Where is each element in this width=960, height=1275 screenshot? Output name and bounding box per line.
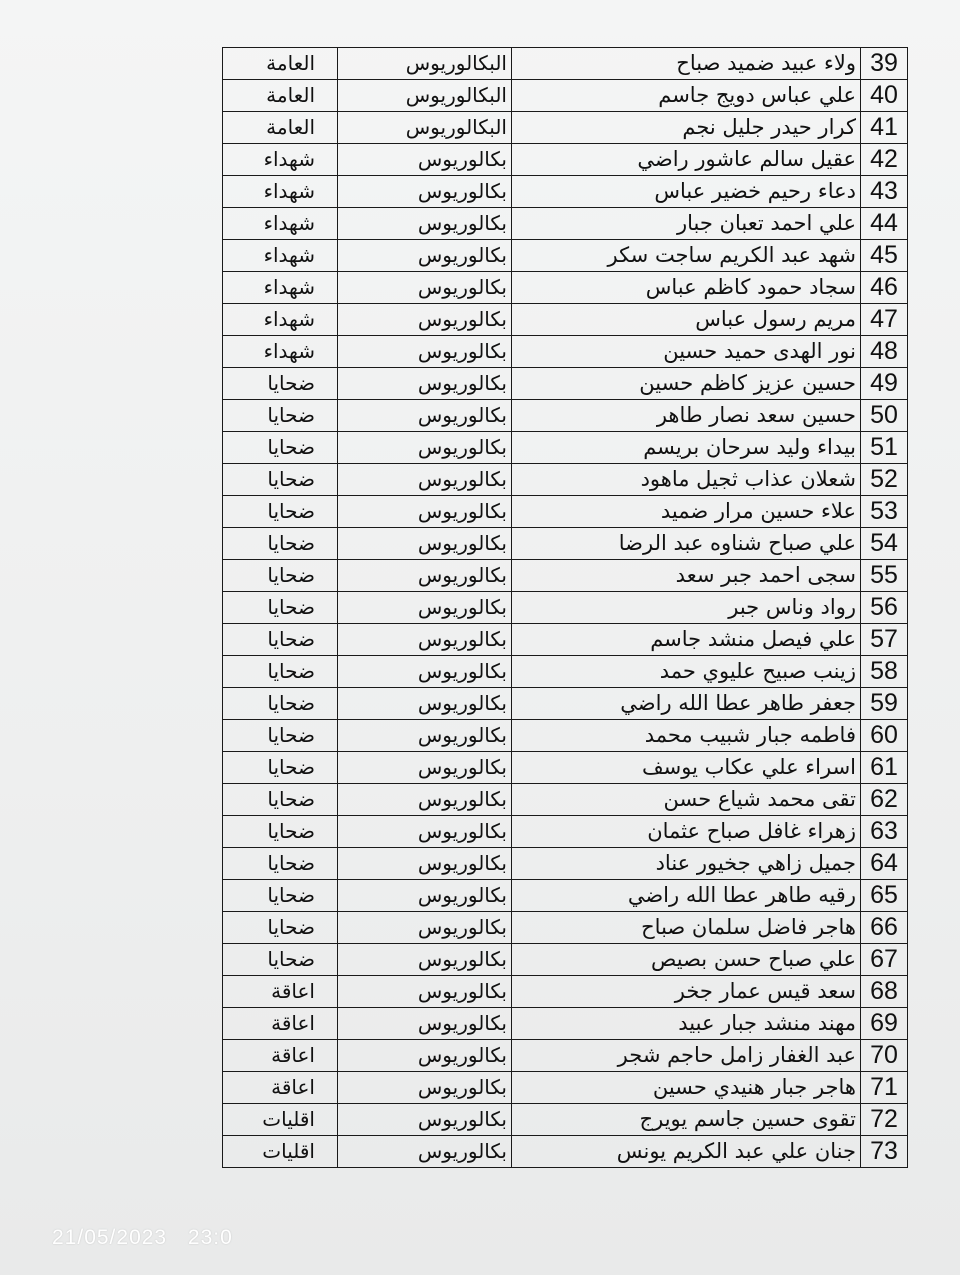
row-number-cell: 67 — [861, 944, 908, 976]
name-cell: حسين سعد نصار طاهر — [512, 400, 861, 432]
degree-cell: بكالوريوس — [338, 624, 512, 656]
table-row — [223, 272, 908, 304]
degree-cell: بكالوريوس — [338, 1040, 512, 1072]
name-cell: دعاء رحيم خضير عباس — [512, 176, 861, 208]
row-number-cell: 64 — [861, 848, 908, 880]
table-row — [223, 304, 908, 336]
degree-cell: بكالوريوس — [338, 560, 512, 592]
candidates-table-body — [223, 48, 908, 1168]
table-row — [223, 240, 908, 272]
row-number-cell: 65 — [861, 880, 908, 912]
candidates-table — [222, 47, 908, 1168]
degree-cell: بكالوريوس — [338, 1104, 512, 1136]
category-cell: ضحايا — [223, 496, 338, 528]
name-cell: اسراء علي عكاب يوسف — [512, 752, 861, 784]
degree-cell: بكالوريوس — [338, 880, 512, 912]
category-cell: ضحايا — [223, 368, 338, 400]
row-number-cell: 69 — [861, 1008, 908, 1040]
name-cell: رواد وناس جبر — [512, 592, 861, 624]
photo-timestamp: 21/05/2023 23:0 — [52, 1226, 233, 1249]
table-row — [223, 816, 908, 848]
name-cell: مهند منشد جبار عبيد — [512, 1008, 861, 1040]
name-cell: مريم رسول عباس — [512, 304, 861, 336]
row-number-cell: 41 — [861, 112, 908, 144]
category-cell: ضحايا — [223, 656, 338, 688]
name-cell: عقيل سالم عاشور راضي — [512, 144, 861, 176]
row-number-cell: 60 — [861, 720, 908, 752]
degree-cell: بكالوريوس — [338, 944, 512, 976]
category-cell: ضحايا — [223, 400, 338, 432]
name-cell: علي احمد تعبان جبار — [512, 208, 861, 240]
category-cell: اعاقة — [223, 1040, 338, 1072]
degree-cell: بكالوريوس — [338, 592, 512, 624]
degree-cell: بكالوريوس — [338, 336, 512, 368]
degree-cell: بكالوريوس — [338, 688, 512, 720]
row-number-cell: 58 — [861, 656, 908, 688]
row-number-cell: 42 — [861, 144, 908, 176]
category-cell: شهداء — [223, 304, 338, 336]
category-cell: ضحايا — [223, 528, 338, 560]
table-row — [223, 464, 908, 496]
table-row — [223, 112, 908, 144]
name-cell: عبد الغفار زامل حاجم شجر — [512, 1040, 861, 1072]
name-cell: بيداء وليد سرحان بريسم — [512, 432, 861, 464]
row-number-cell: 63 — [861, 816, 908, 848]
row-number-cell: 71 — [861, 1072, 908, 1104]
category-cell: العامة — [223, 80, 338, 112]
degree-cell: بكالوريوس — [338, 208, 512, 240]
row-number-cell: 54 — [861, 528, 908, 560]
table-row — [223, 944, 908, 976]
category-cell: شهداء — [223, 336, 338, 368]
degree-cell: بكالوريوس — [338, 528, 512, 560]
name-cell: سعد قيس عمار جخر — [512, 976, 861, 1008]
table-row — [223, 368, 908, 400]
row-number-cell: 62 — [861, 784, 908, 816]
category-cell: اقليات — [223, 1136, 338, 1168]
table-row — [223, 880, 908, 912]
degree-cell: بكالوريوس — [338, 752, 512, 784]
degree-cell: بكالوريوس — [338, 848, 512, 880]
category-cell: شهداء — [223, 176, 338, 208]
row-number-cell: 66 — [861, 912, 908, 944]
degree-cell: بكالوريوس — [338, 816, 512, 848]
table-row — [223, 496, 908, 528]
degree-cell: بكالوريوس — [338, 144, 512, 176]
table-row — [223, 560, 908, 592]
table-row — [223, 688, 908, 720]
name-cell: جنان علي عبد الكريم يونس — [512, 1136, 861, 1168]
degree-cell: بكالوريوس — [338, 464, 512, 496]
degree-cell: البكالوريوس — [338, 80, 512, 112]
degree-cell: بكالوريوس — [338, 720, 512, 752]
degree-cell: بكالوريوس — [338, 976, 512, 1008]
table-row — [223, 912, 908, 944]
table-row — [223, 1136, 908, 1168]
category-cell: اعاقة — [223, 1072, 338, 1104]
name-cell: ولاء عبيد ضميد صباح — [512, 48, 861, 80]
category-cell: ضحايا — [223, 624, 338, 656]
row-number-cell: 39 — [861, 48, 908, 80]
row-number-cell: 59 — [861, 688, 908, 720]
table-row — [223, 656, 908, 688]
name-cell: علي صباح شناوه عبد الرضا — [512, 528, 861, 560]
table-row — [223, 48, 908, 80]
degree-cell: بكالوريوس — [338, 656, 512, 688]
name-cell: علي عباس دويج جاسم — [512, 80, 861, 112]
degree-cell: بكالوريوس — [338, 784, 512, 816]
row-number-cell: 68 — [861, 976, 908, 1008]
name-cell: هاجر فاضل سلمان صباح — [512, 912, 861, 944]
name-cell: علي صباح حسن بصيص — [512, 944, 861, 976]
category-cell: ضحايا — [223, 880, 338, 912]
degree-cell: بكالوريوس — [338, 1136, 512, 1168]
category-cell: ضحايا — [223, 464, 338, 496]
table-row — [223, 1040, 908, 1072]
degree-cell: بكالوريوس — [338, 304, 512, 336]
table-row — [223, 80, 908, 112]
row-number-cell: 70 — [861, 1040, 908, 1072]
category-cell: ضحايا — [223, 592, 338, 624]
table-row — [223, 208, 908, 240]
category-cell: ضحايا — [223, 560, 338, 592]
degree-cell: بكالوريوس — [338, 1008, 512, 1040]
name-cell: تقوى حسين جاسم يويرج — [512, 1104, 861, 1136]
row-number-cell: 45 — [861, 240, 908, 272]
category-cell: ضحايا — [223, 784, 338, 816]
category-cell: العامة — [223, 48, 338, 80]
category-cell: ضحايا — [223, 912, 338, 944]
degree-cell: بكالوريوس — [338, 432, 512, 464]
name-cell: رقيه طاهر عطا الله راضي — [512, 880, 861, 912]
row-number-cell: 40 — [861, 80, 908, 112]
name-cell: كرار حيدر جليل نجم — [512, 112, 861, 144]
name-cell: شعلان عذاب ثجيل ماهود — [512, 464, 861, 496]
degree-cell: بكالوريوس — [338, 1072, 512, 1104]
table-row — [223, 720, 908, 752]
name-cell: زهراء غافل صباح عثمان — [512, 816, 861, 848]
category-cell: شهداء — [223, 272, 338, 304]
table-row — [223, 784, 908, 816]
name-cell: هاجر جبار هنيدي حسين — [512, 1072, 861, 1104]
category-cell: ضحايا — [223, 816, 338, 848]
name-cell: تقى محمد شياع حسن — [512, 784, 861, 816]
table-row — [223, 1072, 908, 1104]
row-number-cell: 48 — [861, 336, 908, 368]
name-cell: علي فيصل منشد جاسم — [512, 624, 861, 656]
name-cell: جعفر طاهر عطا الله راضي — [512, 688, 861, 720]
category-cell: اقليات — [223, 1104, 338, 1136]
category-cell: ضحايا — [223, 720, 338, 752]
table-row — [223, 336, 908, 368]
category-cell: شهداء — [223, 208, 338, 240]
degree-cell: بكالوريوس — [338, 496, 512, 528]
degree-cell: بكالوريوس — [338, 240, 512, 272]
category-cell: ضحايا — [223, 432, 338, 464]
row-number-cell: 44 — [861, 208, 908, 240]
row-number-cell: 73 — [861, 1136, 908, 1168]
name-cell: سجاد حمود كاظم عباس — [512, 272, 861, 304]
name-cell: زينب صبيح عليوي حمد — [512, 656, 861, 688]
row-number-cell: 57 — [861, 624, 908, 656]
category-cell: ضحايا — [223, 752, 338, 784]
table-row — [223, 976, 908, 1008]
name-cell: حسين عزيز كاظم حسين — [512, 368, 861, 400]
name-cell: علاء حسين مرار ضميد — [512, 496, 861, 528]
name-cell: جميل زاهي جخيور عناد — [512, 848, 861, 880]
table-row — [223, 144, 908, 176]
degree-cell: بكالوريوس — [338, 176, 512, 208]
table-row — [223, 848, 908, 880]
row-number-cell: 47 — [861, 304, 908, 336]
category-cell: ضحايا — [223, 944, 338, 976]
row-number-cell: 53 — [861, 496, 908, 528]
table-row — [223, 592, 908, 624]
row-number-cell: 55 — [861, 560, 908, 592]
name-cell: شهد عبد الكريم ساجت سكر — [512, 240, 861, 272]
category-cell: ضحايا — [223, 848, 338, 880]
degree-cell: بكالوريوس — [338, 272, 512, 304]
degree-cell: البكالوريوس — [338, 48, 512, 80]
table-row — [223, 752, 908, 784]
row-number-cell: 52 — [861, 464, 908, 496]
table-row — [223, 400, 908, 432]
table-row — [223, 1104, 908, 1136]
name-cell: نور الهدى حميد حسين — [512, 336, 861, 368]
row-number-cell: 46 — [861, 272, 908, 304]
table-row — [223, 624, 908, 656]
category-cell: العامة — [223, 112, 338, 144]
category-cell: ضحايا — [223, 688, 338, 720]
table-row — [223, 1008, 908, 1040]
row-number-cell: 43 — [861, 176, 908, 208]
name-cell: فاطمه جبار شبيب محمد — [512, 720, 861, 752]
degree-cell: بكالوريوس — [338, 368, 512, 400]
degree-cell: بكالوريوس — [338, 400, 512, 432]
row-number-cell: 50 — [861, 400, 908, 432]
row-number-cell: 72 — [861, 1104, 908, 1136]
category-cell: شهداء — [223, 144, 338, 176]
table-row — [223, 176, 908, 208]
name-cell: سجى احمد جبر سعد — [512, 560, 861, 592]
row-number-cell: 56 — [861, 592, 908, 624]
row-number-cell: 49 — [861, 368, 908, 400]
degree-cell: بكالوريوس — [338, 912, 512, 944]
category-cell: شهداء — [223, 240, 338, 272]
category-cell: اعاقة — [223, 976, 338, 1008]
table-row — [223, 528, 908, 560]
table-row — [223, 432, 908, 464]
category-cell: اعاقة — [223, 1008, 338, 1040]
row-number-cell: 61 — [861, 752, 908, 784]
row-number-cell: 51 — [861, 432, 908, 464]
degree-cell: البكالوريوس — [338, 112, 512, 144]
